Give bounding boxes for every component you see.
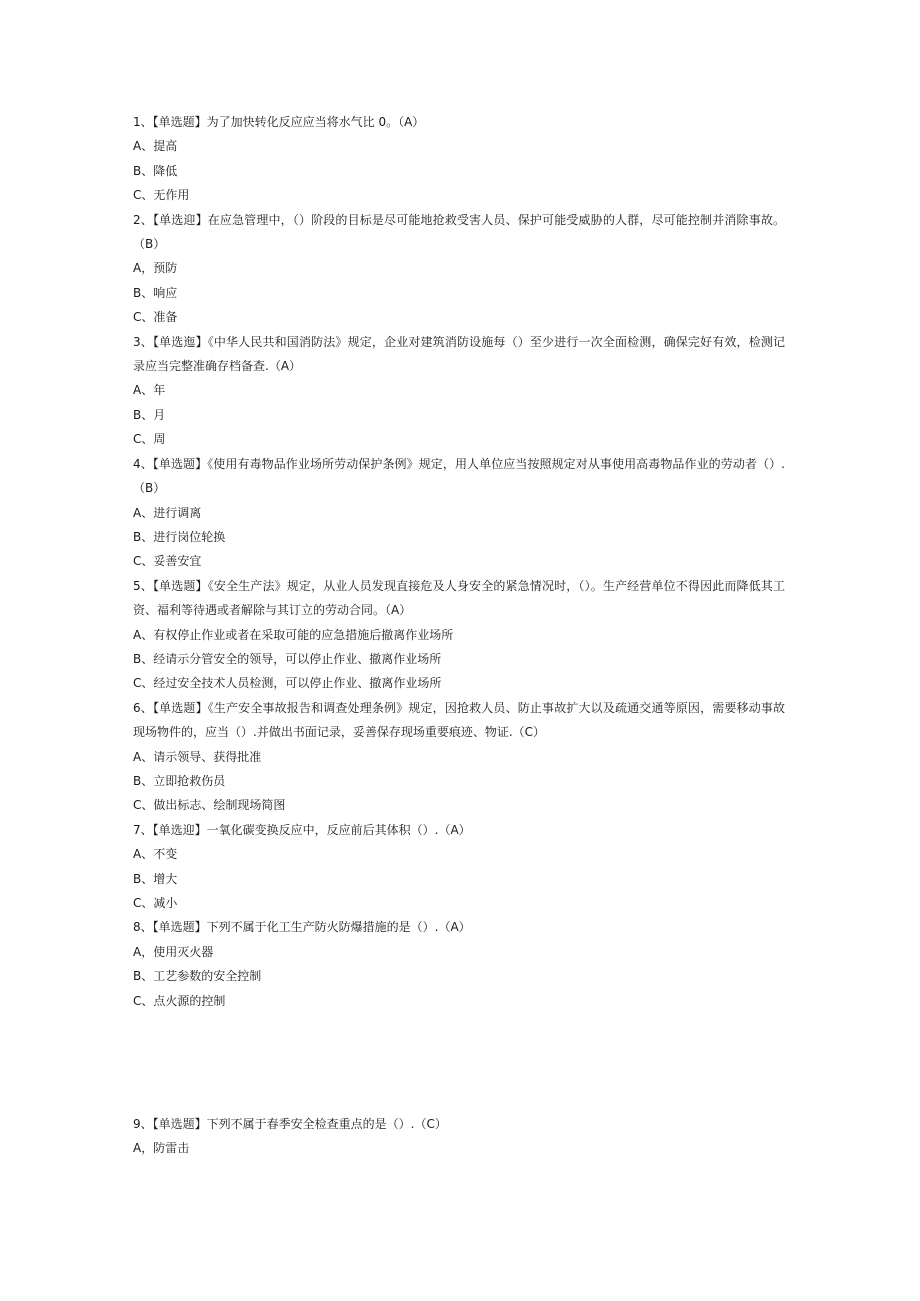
question-4: 4、【单选题】《使用有毒物品作业场所劳动保护条例》规定，用人单位应当按照规定对从事使用高毒物品作业的劳动者（）.（B） [133, 456, 785, 496]
option-3a: A、年 [133, 383, 166, 398]
option-6c: C、做出标志、绘制现场简图 [133, 798, 286, 813]
option-4b: B、进行岗位轮换 [133, 529, 226, 544]
option-6a: A、请示领导、获得批准 [133, 749, 262, 764]
option-1b: B、降低 [133, 163, 178, 178]
option-3b: B、月 [133, 407, 166, 422]
option-9a: A，防雷击 [133, 1141, 190, 1156]
question-3: 3、【单选迤】《中华人民共和国消防法》规定，企业对建筑消防设施每（）至少进行一次全面检测，确保完好有效，检测记录应当完整准确存档备查.（A） [133, 334, 785, 374]
option-2a: A，预防 [133, 261, 178, 276]
option-2c: C、准备 [133, 310, 178, 325]
option-5b: B、经请示分管安全的领导，可以停止作业、撤离作业场所 [133, 651, 442, 666]
question-9: 9、【单选题】下列不属于春季安全检查重点的是（）.（C） [133, 1117, 447, 1131]
option-8c: C、点火源的控制 [133, 993, 226, 1008]
option-2b: B、响应 [133, 285, 178, 300]
question-6: 6、【单选题】《生产安全事故报告和调查处理条例》规定，因抢救人员、防止事故扩大以及疏通交通等原因，需要移动事故现场物件的，应当（）.并做出书面记录，妥善保存现场重要痕迹、物证.（C） [133, 700, 785, 740]
option-8b: B、工艺参数的安全控制 [133, 969, 262, 984]
option-4a: A、进行调离 [133, 505, 202, 520]
option-7c: C、减小 [133, 896, 178, 910]
option-5a: A、有权停止作业或者在采取可能的应急措施后撤离作业场所 [133, 627, 454, 642]
option-5c: C、经过安全技术人员检测，可以停止作业、撤离作业场所 [133, 676, 442, 691]
option-3c: C、周 [133, 432, 166, 447]
question-list-part2 [133, 1112, 785, 1161]
option-1c: C、无作用 [133, 188, 190, 203]
question-1: 1、【单选题】为了加快转化反应应当将水气比 0。（A） [133, 115, 425, 129]
option-4c: C、妥善安宜 [133, 554, 202, 569]
question-5: 5、【单选题】《安全生产法》规定，从业人员发现直接危及人身安全的紧急情况时，（）。生产经营单位不得因此而降低其工资、福利等待遇或者解除与其订立的劳动合同。（A） [133, 578, 785, 618]
question-2: 2、【单选迎】在应急管理中，（）阶段的目标是尽可能地抢救受害人员、保护可能受威胁的人群，尽可能控制并消除事故。（B） [133, 212, 785, 252]
question-7: 7、【单选迎】一氧化碳变换反应中，反应前后其体积（）.（A） [133, 822, 471, 837]
option-7a: A、不变 [133, 847, 178, 862]
option-6b: B、立即抢救伤员 [133, 773, 226, 788]
question-8: 8、【单选题】下列不属于化工生产防火防爆措施的是（）.（A） [133, 920, 471, 935]
option-1a: A、提高 [133, 139, 178, 154]
question-list-part1 [133, 110, 785, 1013]
option-8a: A，使用灭火器 [133, 944, 214, 959]
option-7b: B、增大 [133, 871, 178, 886]
